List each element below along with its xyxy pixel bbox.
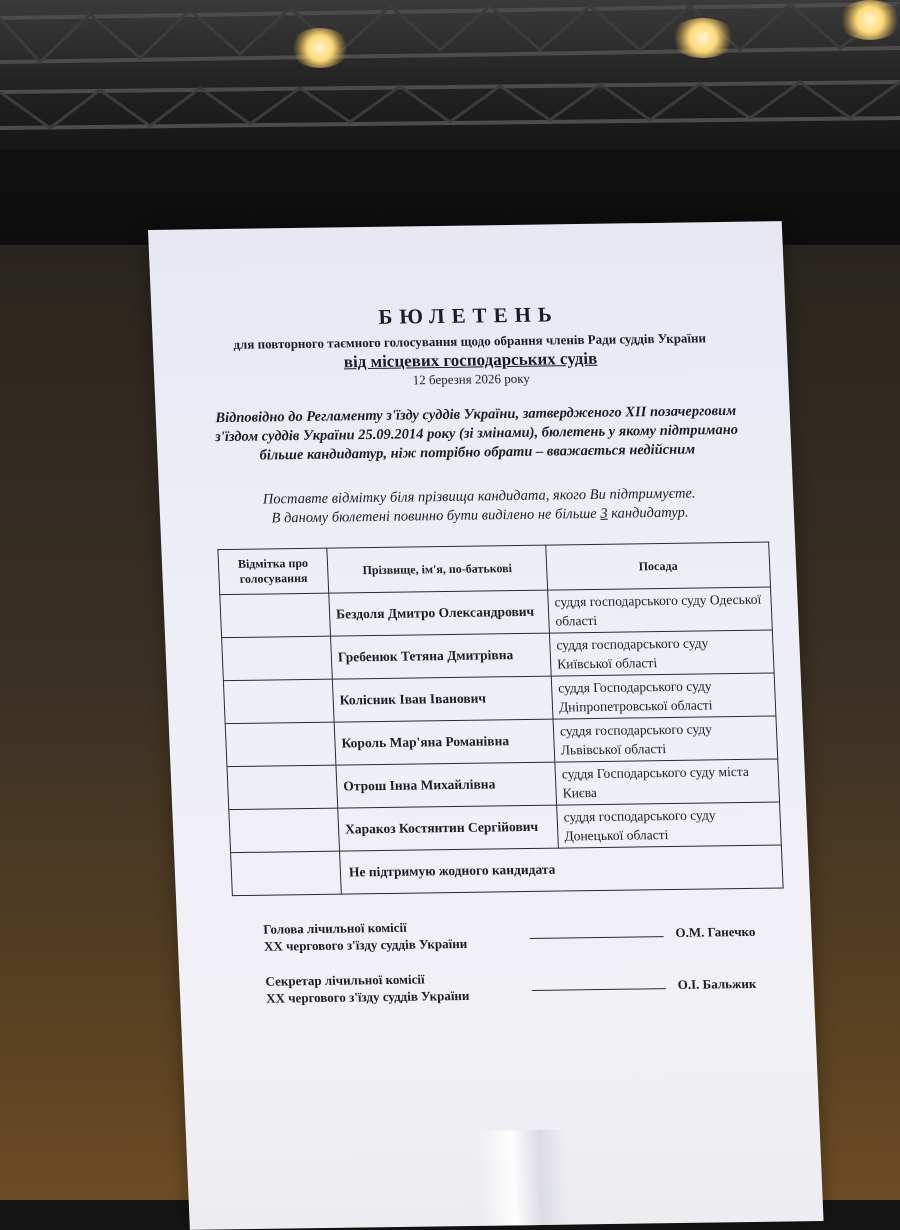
instruction-line-2-before: В даному бюлетені повинно бути виділено не більше	[271, 505, 601, 527]
truss-frame	[0, 0, 900, 150]
candidate-name: Колісник Іван Іванович	[332, 676, 553, 722]
none-option: Не підтримую жодного кандидата	[340, 845, 784, 894]
secretary-title-line-2: XX чергового з'їзду суддів України	[265, 987, 470, 1006]
ballot-date: 12 березня 2026 року	[412, 370, 531, 388]
chair-name: О.М. Ганечко	[675, 923, 756, 940]
ballot-rules: Відповідно до Регламенту з'їзду суддів України, затвердженого XII позачерговим з'їздом суддів України 25.09.2014 року (зі змінами), бюлетень у якому підтримано більше кандидатур, ніж потрібно обрати – вважається недійсним	[214, 402, 739, 464]
table-header-row	[218, 542, 771, 595]
header-mark: Відмітка про голосування	[218, 548, 329, 595]
chair-title-line-1: Голова лічильної комісії	[262, 919, 408, 937]
vote-mark-box-none[interactable]	[231, 851, 342, 896]
instruction-line-2-after: кандидатур.	[607, 504, 689, 522]
chair-signature-line	[530, 936, 664, 939]
candidate-position: суддя господарського суду Львівської області	[553, 716, 778, 762]
stage-light	[670, 18, 736, 58]
candidate-name: Король Мар'яна Романівна	[334, 719, 555, 765]
table-row	[229, 802, 782, 853]
instruction-count: 3	[599, 505, 608, 522]
vote-mark-box[interactable]	[225, 722, 336, 767]
candidate-name: Бездоля Дмитро Олександрович	[329, 590, 550, 636]
projection-screen	[148, 221, 824, 1230]
candidate-position: суддя господарського суду Донецької області	[557, 802, 782, 848]
secretary-signature-block	[265, 970, 470, 1007]
table-row	[227, 759, 780, 810]
candidates-table	[217, 541, 783, 896]
stage-truss	[0, 0, 900, 150]
ballot-organization: від місцевих господарських судів	[343, 348, 598, 372]
candidate-position: суддя господарського суду Київської області	[549, 630, 774, 676]
table-row	[225, 716, 778, 767]
candidate-name: Отрош Інна Михайлівна	[336, 762, 557, 808]
ballot-subtitle: для повторного таємного голосування щодо обрання членів Ради суддів України	[233, 330, 707, 352]
ballot-title: БЮЛЕТЕНЬ	[377, 302, 560, 329]
candidate-position: суддя господарського суду Одеської області	[548, 587, 773, 633]
vote-mark-box[interactable]	[227, 765, 338, 810]
ballot-instructions	[199, 484, 760, 530]
candidate-name: Харакоз Костянтин Сергійович	[338, 805, 559, 851]
vote-mark-box[interactable]	[223, 679, 334, 724]
vote-mark-box[interactable]	[222, 636, 333, 681]
header-name: Прізвище, ім'я, по-батькові	[327, 545, 548, 593]
vote-mark-box[interactable]	[220, 593, 331, 638]
stage-light	[290, 28, 350, 68]
candidate-name: Гребенюк Тетяна Дмитрівна	[331, 633, 552, 679]
stage-light	[838, 0, 900, 40]
candidate-position: суддя Господарського суду міста Києва	[555, 759, 780, 805]
table-row	[222, 630, 775, 681]
secretary-signature-line	[532, 988, 666, 991]
chair-title-line-2: XX чергового з'їзду суддів України	[263, 935, 468, 954]
table-row	[223, 673, 776, 724]
screen-fold-highlight	[476, 1130, 570, 1226]
secretary-name: О.І. Бальжик	[677, 975, 757, 992]
header-position: Посада	[546, 542, 771, 590]
secretary-title-line-1: Секретар лічильної комісії	[265, 971, 425, 989]
instruction-line-1: Поставте відмітку біля прізвища кандидата, якого Ви підтримуєте.	[262, 485, 696, 508]
vote-mark-box[interactable]	[229, 808, 340, 853]
table-row-none	[231, 845, 784, 896]
table-row	[220, 587, 773, 638]
candidate-position: суддя Господарського суду Дніпропетровської області	[551, 673, 776, 719]
chair-signature-block	[263, 918, 468, 955]
